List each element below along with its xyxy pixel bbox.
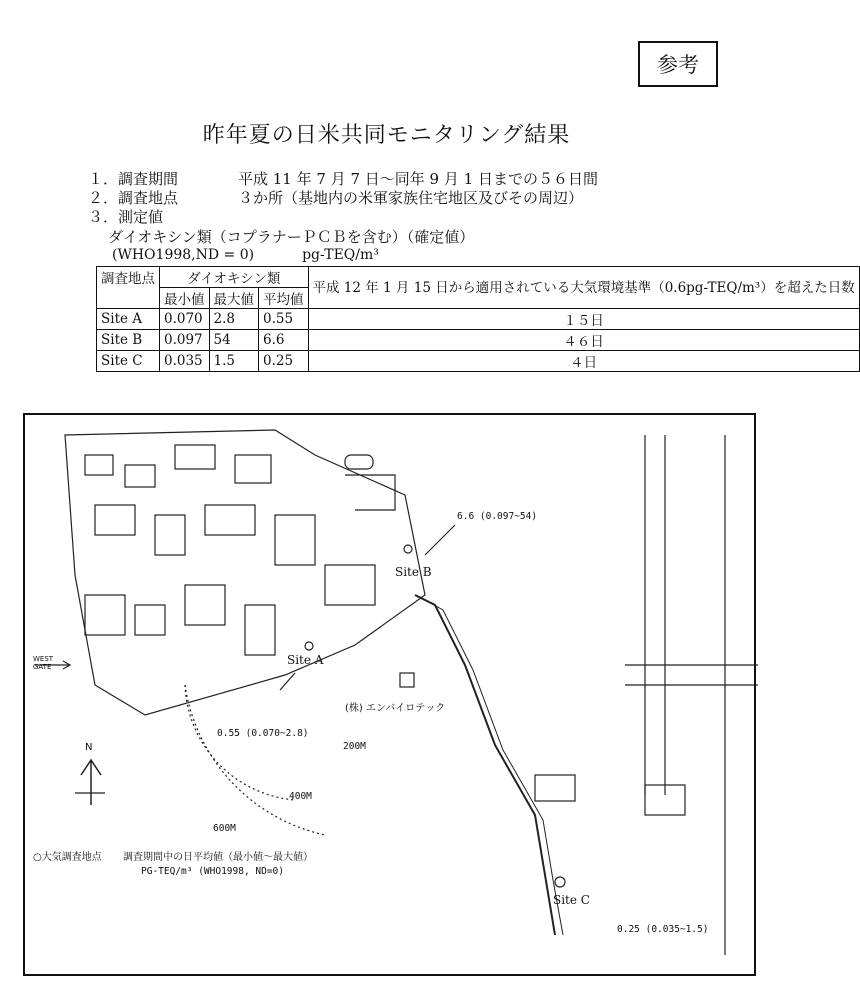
housing-area-outline — [65, 430, 425, 715]
building-block — [275, 515, 315, 565]
site-b-arrow — [425, 525, 455, 555]
header-min: 最小値 — [160, 288, 210, 309]
ring-600m-label: 600M — [213, 823, 236, 834]
building-block — [185, 585, 225, 625]
cell-avg: 0.25 — [259, 351, 309, 372]
ring-400m — [185, 685, 325, 835]
measurement-heading: ダイオキシン類（コプラナーＰＣＢを含む）（確定値） — [108, 228, 475, 246]
north-label: N — [85, 742, 93, 753]
item-value: ３か所（基地内の米軍家族住宅地区及びその周辺） — [238, 189, 584, 207]
cell-avg: 6.6 — [259, 330, 309, 351]
header-max: 最大値 — [209, 288, 259, 309]
cell-max: 2.8 — [209, 309, 259, 330]
table-row — [97, 330, 860, 351]
cell-min: 0.035 — [160, 351, 210, 372]
road-main-edge — [425, 600, 563, 935]
cell-avg: 0.55 — [259, 309, 309, 330]
reference-stamp: 参考 — [638, 41, 718, 87]
building-outline — [345, 475, 395, 510]
west-gate-label: WEST GATE — [33, 655, 54, 671]
table-header-row — [97, 267, 860, 288]
cell-site: Site B — [97, 330, 160, 351]
item-label: 調査地点 — [118, 189, 179, 207]
cell-min: 0.070 — [160, 309, 210, 330]
site-a-marker — [305, 642, 313, 650]
site-b-marker — [404, 545, 412, 553]
results-table — [96, 266, 860, 372]
item-number: １． — [88, 170, 119, 188]
cell-max: 54 — [209, 330, 259, 351]
item-label: 調査期間 — [118, 170, 179, 188]
site-c-marker — [555, 877, 565, 887]
building-block — [135, 605, 165, 635]
ring-200m — [185, 685, 295, 800]
item-number: ２． — [88, 189, 119, 207]
building-block — [205, 505, 255, 535]
cell-site: Site C — [97, 351, 160, 372]
ring-200m-label: 200M — [343, 741, 366, 752]
site-b-label: Site B — [395, 565, 432, 579]
map-drawing — [25, 415, 758, 978]
road-main — [415, 595, 555, 935]
table-row — [97, 309, 860, 330]
unit-text: pg-TEQ/m³ — [302, 247, 379, 263]
header-site: 調査地点 — [97, 267, 160, 309]
ring-400m-label: 400M — [289, 791, 312, 802]
building-block — [535, 775, 575, 801]
cell-max: 1.5 — [209, 351, 259, 372]
legend-symbol: ○大気調査地点 — [33, 852, 102, 863]
building-block — [155, 515, 185, 555]
building-block — [95, 505, 135, 535]
item-measurement — [88, 206, 238, 227]
building-block — [325, 565, 375, 605]
north-arrow — [81, 760, 101, 805]
item-value: 平成 11 年 7 月 7 日～同年 9 月 1 日までの５６日間 — [238, 170, 598, 188]
cell-min: 0.097 — [160, 330, 210, 351]
building-block — [245, 605, 275, 655]
cell-days: ４６日 — [308, 330, 859, 351]
site-c-value: 0.25 (0.035~1.5) — [617, 924, 709, 935]
building-block — [85, 455, 113, 475]
table-row — [97, 351, 860, 372]
building-block — [345, 455, 373, 469]
item-location — [88, 187, 583, 208]
measurement-basis — [112, 247, 379, 263]
building-block — [85, 595, 125, 635]
item-label: 測定値 — [118, 208, 164, 226]
item-number: ３． — [88, 208, 119, 226]
cell-days: ４日 — [308, 351, 859, 372]
site-b-value: 6.6 (0.097~54) — [457, 511, 538, 522]
item-period — [88, 168, 598, 189]
header-avg: 平均値 — [259, 288, 309, 309]
site-c-label: Site C — [553, 893, 590, 907]
cell-days: １５日 — [308, 309, 859, 330]
runway-lines — [645, 435, 725, 955]
facility-label: (株) エンバイロテック — [345, 703, 446, 714]
facility-marker — [400, 673, 414, 687]
legend-description: 調査期間中の日平均値（最小値～最大値） — [123, 852, 313, 863]
header-standard: 平成 12 年 1 月 15 日から適用されている大気環境基準（0.6pg-TEQ/m³）を超えた日数 — [308, 267, 859, 309]
basis-text: (WHO1998,ND = 0) — [112, 247, 255, 263]
building-block — [235, 455, 271, 483]
header-dioxin: ダイオキシン類 — [160, 267, 309, 288]
building-block — [175, 445, 215, 469]
page-title: 昨年夏の日米共同モニタリング結果 — [202, 123, 571, 148]
legend-unit: PG-TEQ/m³ (WHO1998, ND=0) — [141, 866, 284, 877]
site-map — [23, 413, 756, 976]
site-a-value: 0.55 (0.070~2.8) — [217, 728, 309, 739]
site-a-label: Site A — [287, 653, 324, 667]
cell-site: Site A — [97, 309, 160, 330]
building-block — [125, 465, 155, 487]
